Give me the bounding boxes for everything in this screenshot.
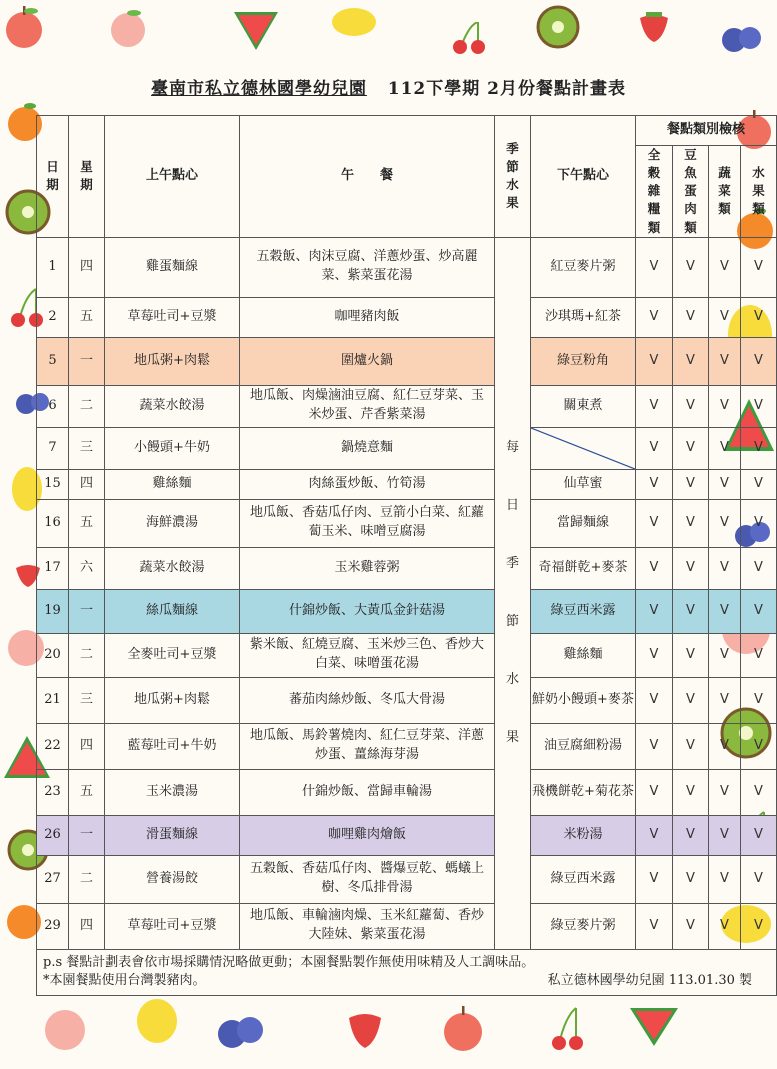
cell-date: 27 [37,855,69,903]
check-mark: V [741,855,777,903]
lemon-icon [330,6,378,38]
check-mark: V [636,633,673,677]
table-row [37,547,777,589]
check-mark: V [636,237,673,297]
check-mark: V [636,677,673,723]
check-mark: V [741,723,777,769]
check-mark: V [636,769,673,815]
header-date: 日期 [37,116,69,238]
note-line-1: p.s 餐點計劃表會依市場採購情況略做更動；本園餐點製作無使用味精及人工調味品。 [43,954,535,970]
check-mark: V [709,469,741,499]
table-row [37,903,777,949]
check-mark: V [673,815,709,855]
check-mark: V [709,677,741,723]
cell-weekday: 三 [69,427,105,469]
check-mark: V [673,297,709,337]
check-mark: V [673,723,709,769]
watermelon-icon [628,1004,680,1048]
cell-lunch: 地瓜飯、車輪滷肉燥、玉米紅蘿蔔、香炒大陸妹、紫菜蛋花湯 [240,903,495,949]
cell-morning-snack: 絲瓜麵線 [105,589,240,633]
header-morning-snack: 上午點心 [105,116,240,238]
page-title [0,74,777,99]
check-mark: V [673,337,709,385]
kiwi-icon [535,4,581,50]
apple-icon [4,4,44,50]
cell-lunch: 咖哩雞肉燴飯 [240,815,495,855]
table-row [37,499,777,547]
check-mark: V [636,337,673,385]
cell-date: 29 [37,903,69,949]
table-row [37,723,777,769]
check-mark: V [709,547,741,589]
cell-lunch: 咖哩豬肉飯 [240,297,495,337]
cell-date: 20 [37,633,69,677]
cell-morning-snack: 草莓吐司+豆漿 [105,903,240,949]
check-mark: V [741,385,777,427]
cell-morning-snack: 草莓吐司+豆漿 [105,297,240,337]
cell-afternoon-snack: 鮮奶小饅頭+麥茶 [531,677,636,723]
cell-date: 19 [37,589,69,633]
cell-date: 21 [37,677,69,723]
meal-plan-table [36,115,777,996]
cherry-icon [448,22,492,56]
header-lunch: 午 餐 [240,116,495,238]
check-mark: V [709,427,741,469]
check-mark: V [709,385,741,427]
table-row [37,633,777,677]
check-mark: V [741,903,777,949]
cell-afternoon-snack: 油豆腐細粉湯 [531,723,636,769]
cell-weekday: 六 [69,547,105,589]
cell-weekday: 四 [69,237,105,297]
check-mark: V [673,589,709,633]
cell-lunch: 什錦炒飯、當歸車輪湯 [240,769,495,815]
cell-morning-snack: 雞絲麵 [105,469,240,499]
cell-lunch: 紫米飯、紅燒豆腐、玉米炒三色、香炒大白菜、味噌蛋花湯 [240,633,495,677]
check-mark: V [673,547,709,589]
check-mark: V [709,903,741,949]
cell-lunch: 玉米雞蓉粥 [240,547,495,589]
cell-date: 26 [37,815,69,855]
check-mark: V [709,297,741,337]
check-mark: V [673,769,709,815]
cell-morning-snack: 營養湯餃 [105,855,240,903]
season-fruit-cell [495,237,531,949]
table-row [37,855,777,903]
check-mark: V [709,589,741,633]
check-mark: V [741,677,777,723]
header-category-check: 餐點類別檢核 [636,116,777,146]
cell-weekday: 五 [69,499,105,547]
cell-morning-snack: 海鮮濃湯 [105,499,240,547]
header-weekday: 星期 [69,116,105,238]
cell-afternoon-snack: 仙草蜜 [531,469,636,499]
cell-afternoon-snack: 綠豆西米露 [531,855,636,903]
check-mark: V [673,855,709,903]
check-mark: V [636,427,673,469]
check-mark: V [636,589,673,633]
table-row [37,385,777,427]
peach-icon [108,8,148,48]
check-mark: V [636,815,673,855]
cell-morning-snack: 地瓜粥+肉鬆 [105,337,240,385]
check-mark: V [673,677,709,723]
check-mark: V [673,237,709,297]
check-mark: V [741,297,777,337]
cell-lunch: 五穀飯、香菇瓜仔肉、醬爆豆乾、螞蟻上樹、冬瓜排骨湯 [240,855,495,903]
check-mark: V [636,297,673,337]
check-mark: V [673,469,709,499]
strawberry-icon [345,1006,385,1050]
cell-afternoon-snack: 紅豆麥片粥 [531,237,636,297]
check-mark: V [636,499,673,547]
cell-lunch: 地瓜飯、馬鈴薯燒肉、紅仁豆芽菜、洋蔥炒蛋、薑絲海芽湯 [240,723,495,769]
cell-morning-snack: 蔬菜水餃湯 [105,385,240,427]
header-afternoon-snack: 下午點心 [531,116,636,238]
cell-weekday: 一 [69,589,105,633]
cell-morning-snack: 地瓜粥+肉鬆 [105,677,240,723]
cell-weekday: 三 [69,677,105,723]
cell-afternoon-snack: 綠豆粉角 [531,337,636,385]
cell-afternoon-snack: 飛機餅乾+菊花茶 [531,769,636,815]
cell-lunch: 鍋燒意麵 [240,427,495,469]
check-mark: V [741,337,777,385]
check-mark: V [741,469,777,499]
table-row [37,589,777,633]
check-mark: V [709,855,741,903]
table-row [37,469,777,499]
table-row [37,337,777,385]
check-mark: V [673,427,709,469]
cherry-icon [548,1004,588,1054]
header-row [37,116,777,146]
cell-date: 1 [37,237,69,297]
check-mark: V [709,815,741,855]
footer-signature: 私立德林國學幼兒園 113.01.30 製 [547,973,753,989]
cell-afternoon-snack: 沙琪瑪+紅茶 [531,297,636,337]
check-mark: V [741,589,777,633]
check-mark: V [741,237,777,297]
cell-weekday: 二 [69,633,105,677]
cell-lunch: 五穀飯、肉沫豆腐、洋蔥炒蛋、炒高麗菜、紫菜蛋花湯 [240,237,495,297]
check-mark: V [741,769,777,815]
cell-morning-snack: 蔬菜水餃湯 [105,547,240,589]
notes-row [37,949,777,996]
check-mark: V [636,385,673,427]
check-mark: V [636,903,673,949]
check-mark: V [709,337,741,385]
table-row [37,427,777,469]
cell-lunch: 肉絲蛋炒飯、竹筍湯 [240,469,495,499]
cell-afternoon-snack-empty [531,427,636,469]
check-mark: V [673,499,709,547]
table-row [37,815,777,855]
check-mark: V [741,499,777,547]
check-mark: V [709,769,741,815]
cell-date: 16 [37,499,69,547]
cell-lunch: 什錦炒飯、大黃瓜金針菇湯 [240,589,495,633]
blueberry-icon [212,1000,268,1056]
table-row [37,677,777,723]
cell-afternoon-snack: 雞絲麵 [531,633,636,677]
header-grains: 全穀雜糧類 [636,146,673,238]
cell-date: 23 [37,769,69,815]
cell-morning-snack: 玉米濃湯 [105,769,240,815]
cell-morning-snack: 小饅頭+牛奶 [105,427,240,469]
cell-weekday: 一 [69,337,105,385]
cell-date: 5 [37,337,69,385]
term-title: 112下學期 2月份餐點計畫表 [387,79,626,99]
table-row [37,769,777,815]
cell-weekday: 一 [69,815,105,855]
cell-weekday: 五 [69,297,105,337]
cell-lunch: 蕃茄肉絲炒飯、冬瓜大骨湯 [240,677,495,723]
check-mark: V [673,903,709,949]
cell-afternoon-snack: 綠豆麥片粥 [531,903,636,949]
cell-weekday: 四 [69,469,105,499]
season-fruit-text: 每日季節水果 [505,440,519,746]
apple-icon [440,1000,486,1054]
cell-afternoon-snack: 米粉湯 [531,815,636,855]
peach-icon [40,1000,90,1052]
cell-weekday: 四 [69,723,105,769]
cell-date: 2 [37,297,69,337]
cell-date: 15 [37,469,69,499]
strawberry-icon [636,8,672,44]
cell-weekday: 五 [69,769,105,815]
cell-lunch: 圍爐火鍋 [240,337,495,385]
table-row [37,297,777,337]
check-mark: V [636,547,673,589]
check-mark: V [741,427,777,469]
check-mark: V [673,385,709,427]
check-mark: V [636,723,673,769]
check-mark: V [741,633,777,677]
lemon-icon [132,996,182,1046]
cell-afternoon-snack: 奇福餅乾+麥茶 [531,547,636,589]
check-mark: V [709,633,741,677]
cell-morning-snack: 雞蛋麵線 [105,237,240,297]
check-mark: V [673,633,709,677]
cell-morning-snack: 藍莓吐司+牛奶 [105,723,240,769]
note-line-2: *本園餐點使用台灣製豬肉。 [43,973,206,989]
cell-weekday: 四 [69,903,105,949]
check-mark: V [636,855,673,903]
header-vegetables: 蔬菜類 [709,146,741,238]
header-season-fruit: 季節水果 [495,116,531,238]
cell-date: 22 [37,723,69,769]
check-mark: V [636,469,673,499]
check-mark: V [709,499,741,547]
watermelon-icon [232,4,280,52]
cell-afternoon-snack: 當歸麵線 [531,499,636,547]
check-mark: V [709,723,741,769]
cell-date: 7 [37,427,69,469]
cell-weekday: 二 [69,855,105,903]
header-fruits: 水果類 [741,146,777,238]
blueberry-icon [718,14,764,56]
cell-date: 6 [37,385,69,427]
check-mark: V [741,815,777,855]
header-protein: 豆魚蛋肉類 [673,146,709,238]
cell-afternoon-snack: 綠豆西米露 [531,589,636,633]
cell-lunch: 地瓜飯、香菇瓜仔肉、豆箭小白菜、紅蘿蔔玉米、味噌豆腐湯 [240,499,495,547]
cell-date: 17 [37,547,69,589]
check-mark: V [741,547,777,589]
cell-lunch: 地瓜飯、肉燥滷油豆腐、紅仁豆芽菜、玉米炒蛋、芹香紫菜湯 [240,385,495,427]
table-row [37,237,777,297]
school-name: 臺南市私立德林國學幼兒園 [151,79,367,99]
cell-afternoon-snack: 關東煮 [531,385,636,427]
cell-weekday: 二 [69,385,105,427]
check-mark: V [709,237,741,297]
cell-morning-snack: 全麥吐司+豆漿 [105,633,240,677]
cell-morning-snack: 滑蛋麵線 [105,815,240,855]
